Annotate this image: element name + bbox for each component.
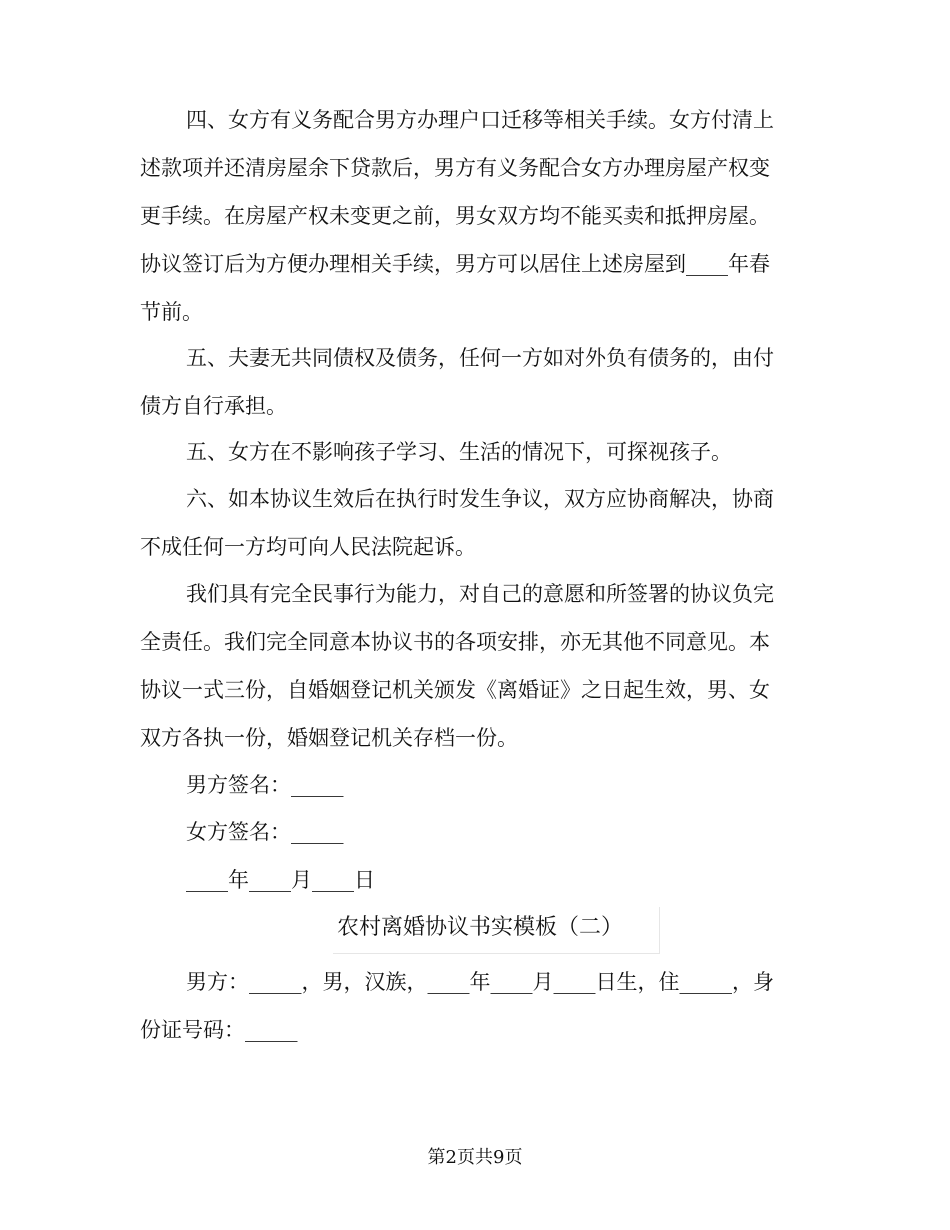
text-line: 节前。 bbox=[140, 300, 203, 324]
clause-six bbox=[140, 475, 800, 571]
signature-date-line bbox=[140, 856, 800, 904]
text-line: 四、女方有义务配合男方办理户口迁移等相关手续。女方付清上 bbox=[186, 108, 774, 132]
text-line: 五、女方在不影响孩子学习、生活的情况下，可探视孩子。 bbox=[186, 440, 732, 464]
signature-date: ____年____月____日 bbox=[186, 868, 375, 892]
clause-five-debts bbox=[140, 334, 800, 430]
text-line: 协议一式三份，自婚姻登记机关颁发《离婚证》之日起生效，男、女 bbox=[140, 678, 770, 702]
female-signature: 女方签名：_____ bbox=[186, 820, 344, 844]
clause-five-visitation bbox=[140, 428, 800, 476]
text-line: 双方各执一份，婚姻登记机关存档一份。 bbox=[140, 726, 518, 750]
male-signature: 男方签名：_____ bbox=[186, 773, 344, 797]
text-line: 不成任何一方均可向人民法院起诉。 bbox=[140, 535, 476, 559]
text-line: 五、夫妻无共同债权及债务，任何一方如对外负有债务的，由付 bbox=[186, 346, 774, 370]
section-title: 农村离婚协议书实模板（二） bbox=[337, 915, 624, 940]
text-line: 债方自行承担。 bbox=[140, 394, 287, 418]
male-signature-line bbox=[140, 761, 800, 809]
page-number-footer: 第2页共9页 bbox=[427, 1147, 523, 1168]
text-line: 份证号码：_____ bbox=[140, 1018, 298, 1042]
party-intro bbox=[140, 958, 800, 1054]
text-line: 男方：_____，男，汉族，____年____月____日生，住_____，身 bbox=[186, 970, 774, 994]
text-line: 我们具有完全民事行为能力，对自己的意愿和所签署的协议负完 bbox=[186, 582, 774, 606]
female-signature-line bbox=[140, 808, 800, 856]
text-line: 全责任。我们完全同意本协议书的各项安排，亦无其他不同意见。本 bbox=[140, 630, 770, 654]
text-line: 协议签订后为方便办理相关手续，男方可以居住上述房屋到____年春 bbox=[140, 252, 770, 276]
clause-four bbox=[140, 96, 800, 336]
text-line: 六、如本协议生效后在执行时发生争议，双方应协商解决，协商 bbox=[186, 487, 774, 511]
text-line: 更手续。在房屋产权未变更之前，男女双方均不能买卖和抵押房屋。 bbox=[140, 204, 770, 228]
text-line: 述款项并还清房屋余下贷款后，男方有义务配合女方办理房屋产权变 bbox=[140, 156, 770, 180]
declaration-paragraph bbox=[140, 570, 800, 762]
